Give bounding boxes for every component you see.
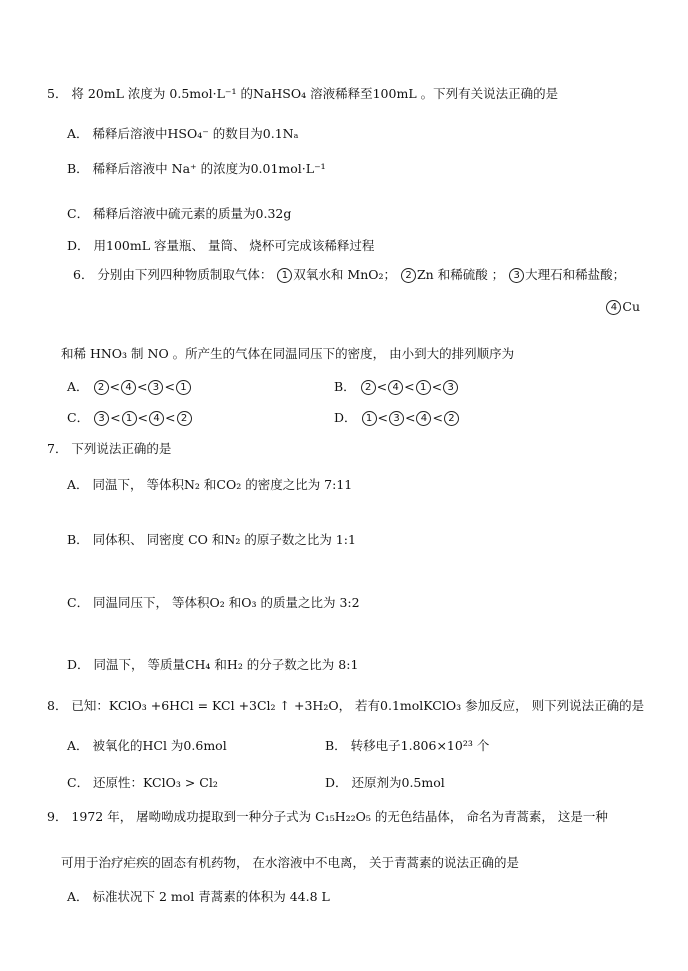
q6-stem-head: 6． 分别由下列四种物质制取气体： [73, 267, 273, 282]
circled-number: 1 [416, 380, 431, 395]
circled-number: 2 [444, 411, 459, 426]
q8-option-a: A． 被氧化的HCl 为0.6mol [67, 738, 227, 753]
q7-option-b: B． 同体积、 同密度 CO 和N₂ 的原子数之比为 1:1 [67, 532, 356, 547]
circled-number: 4 [149, 411, 164, 426]
circled-number: 2 [94, 380, 109, 395]
q7-option-d: D． 同温下， 等质量CH₄ 和H₂ 的分子数之比为 8:1 [67, 657, 359, 672]
q6-item-1: 双氧水和 MnO₂； [293, 267, 397, 282]
q6-stem [73, 267, 625, 283]
q5-option-b: B． 稀释后溶液中 Na⁺ 的浓度为0.01mol·L⁻¹ [67, 161, 326, 176]
q8-stem: 8． 已知：KClO₃ +6HCl = KCl +3Cl₂ ↑ +3H₂O， 若有0.1molKClO₃ 参加反应， 则下列说法正确的是 [47, 698, 645, 713]
circled-number: 2 [177, 411, 192, 426]
circled-number: 4 [416, 411, 431, 426]
q9-option-a: A． 标准状况下 2 mol 青蒿素的体积为 44.8 L [67, 889, 330, 904]
option-label: D． [334, 410, 357, 425]
q6-option-b: B． 2 < 4 < 1 < 3 [334, 379, 459, 395]
circled-number-2: 2 [401, 268, 416, 283]
circled-number: 3 [389, 411, 404, 426]
q8-option-d: D． 还原剂为0.5mol [325, 775, 445, 790]
circled-number-1: 1 [277, 268, 292, 283]
q5-option-c: C． 稀释后溶液中硫元素的质量为0.32g [67, 206, 292, 221]
q7-stem: 7． 下列说法正确的是 [47, 441, 172, 456]
option-label: C． [67, 410, 90, 425]
option-label: A． [67, 379, 89, 394]
q7-option-c: C． 同温同压下， 等体积O₂ 和O₃ 的质量之比为 3:2 [67, 595, 360, 610]
q6-item-4-text: Cu [622, 299, 640, 314]
q5-stem: 5． 将 20mL 浓度为 0.5mol·L⁻¹ 的NaHSO₄ 溶液稀释至100mL 。下列有关说法正确的是 [47, 86, 559, 101]
circled-number: 1 [362, 411, 377, 426]
q5-option-d: D． 用100mL 容量瓶、 量筒、 烧杯可完成该稀释过程 [67, 238, 375, 253]
q6-option-c: C． 3 < 1 < 4 < 2 [67, 410, 193, 426]
q6-item-4 [605, 299, 640, 315]
q6-stem-cont: 和稀 HNO₃ 制 NO 。所产生的气体在同温同压下的密度， 由小到大的排列顺序为 [61, 346, 515, 361]
q5-option-a: A． 稀释后溶液中HSO₄⁻ 的数目为0.1Nₐ [67, 126, 299, 141]
circled-number: 3 [148, 380, 163, 395]
circled-number: 3 [443, 380, 458, 395]
q6-item-3: 大理石和稀盐酸； [525, 267, 626, 282]
circled-number: 3 [94, 411, 109, 426]
circled-number: 2 [361, 380, 376, 395]
q9-stem: 9． 1972 年， 屠呦呦成功提取到一种分子式为 C₁₅H₂₂O₅ 的无色结晶体， 命名为青蒿素， 这是一种 [47, 809, 608, 824]
q8-option-c: C． 还原性：KClO₃ > Cl₂ [67, 775, 218, 790]
circled-number-4: 4 [606, 300, 621, 315]
circled-number: 4 [388, 380, 403, 395]
q6-option-d: D． 1 < 3 < 4 < 2 [334, 410, 460, 426]
circled-number-3: 3 [509, 268, 524, 283]
q8-option-b: B． 转移电子1.806×10²³ 个 [325, 738, 490, 753]
circled-number: 1 [122, 411, 137, 426]
q7-option-a: A． 同温下， 等体积N₂ 和CO₂ 的密度之比为 7:11 [67, 477, 353, 492]
q6-item-2: Zn 和稀硫酸 ； [417, 267, 505, 282]
circled-number: 1 [176, 380, 191, 395]
circled-number: 4 [121, 380, 136, 395]
q9-stem-cont: 可用于治疗疟疾的固态有机药物， 在水溶液中不电离， 关于青蒿素的说法正确的是 [61, 855, 519, 870]
q6-option-a: A． 2 < 4 < 3 < 1 [67, 379, 192, 395]
option-label: B． [334, 379, 356, 394]
